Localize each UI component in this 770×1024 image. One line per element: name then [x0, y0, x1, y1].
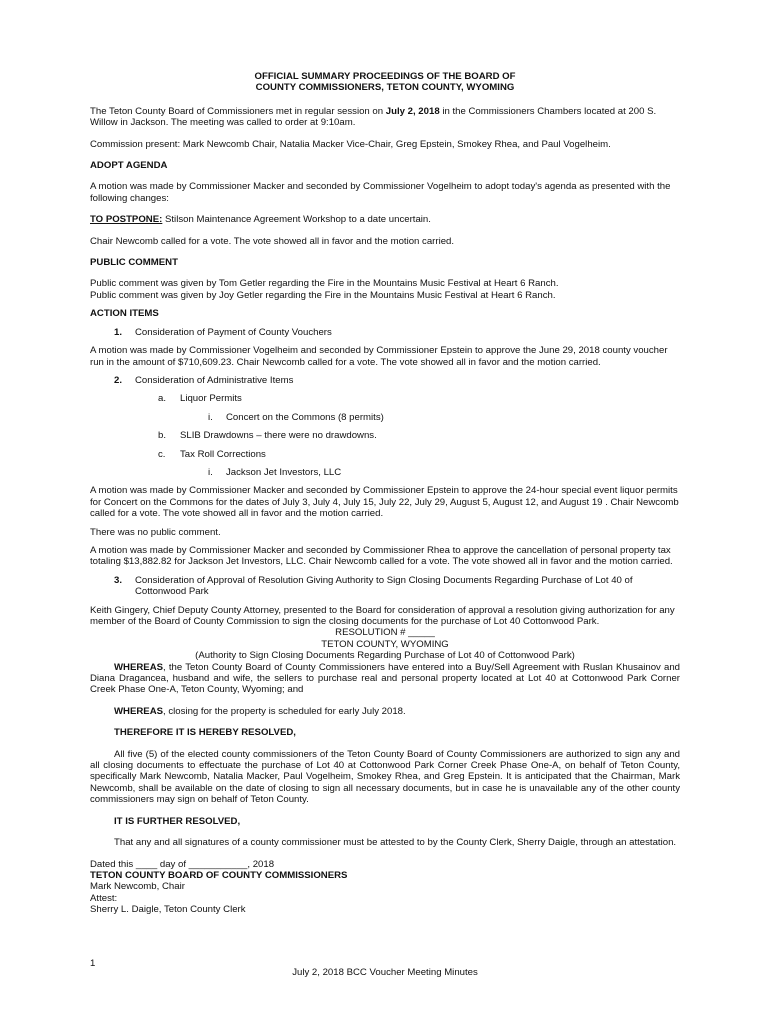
attestation-text: That any and all signatures of a county commissioner must be attested to by the County Clerk, Sherry Daigle, through an attestation.: [114, 837, 677, 849]
no-public-comment: There was no public comment.: [90, 526, 221, 538]
sub-item-c-i: [90, 467, 680, 478]
adopt-agenda-motion: A motion was made by Commissioner Macker and seconded by Commissioner Vogelheim to adopt today's agenda as presented with the following changes:: [90, 181, 671, 204]
attest-label: Attest:: [90, 892, 118, 904]
sub-a-i-number: i.: [208, 411, 213, 423]
commission-present: Commission present: Mark Newcomb Chair, Natalia Macker Vice-Chair, Greg Epstein, Smokey Rhea, and Paul Vogelheim.: [90, 138, 611, 150]
sub-c-i-number: i.: [208, 466, 213, 478]
whereas-2-label: WHEREAS: [114, 705, 164, 717]
liquor-motion: A motion was made by Commissioner Macker and seconded by Commissioner Epstein to approve the 24-hour special event liquor permits for Concert on the Commons for the dates of July 3, July 4, July 15, July 22, July 29, August 5, August 12, and August 19 . Chair Newcomb called for a vote. The vote showed all in favor and the motion carried.: [90, 485, 679, 520]
chair-signature: Mark Newcomb, Chair: [90, 881, 185, 893]
page-number: 1: [90, 958, 96, 969]
whereas-2-text: , closing for the property is scheduled for early July 2018.: [163, 705, 406, 717]
sub-b-number: b.: [158, 430, 167, 442]
public-comment-2: Public comment was given by Joy Getler regarding the Fire in the Mountains Music Festival at Heart 6 Ranch.: [90, 289, 556, 301]
dated-line: Dated this ____ day of ___________, 2018: [90, 858, 275, 870]
postpone-label: TO POSTPONE:: [90, 214, 163, 226]
action-item-2: [90, 375, 680, 386]
meeting-date: July 2, 2018: [385, 105, 440, 117]
further-resolved: IT IS FURTHER RESOLVED,: [114, 815, 241, 827]
adopt-agenda-heading: ADOPT AGENDA: [90, 160, 168, 172]
postpone-line: [90, 214, 680, 225]
intro-paragraph: [90, 106, 680, 129]
whereas-2: [90, 706, 680, 717]
board-name: TETON COUNTY BOARD OF COUNTY COMMISSIONERS: [90, 869, 348, 881]
title-line-1: OFFICIAL SUMMARY PROCEEDINGS OF THE BOARD OF: [254, 71, 516, 82]
therefore-resolved: THEREFORE IT IS HEREBY RESOLVED,: [114, 727, 296, 739]
sub-c-number: c.: [158, 448, 166, 460]
clerk-signature: Sherry L. Daigle, Teton County Clerk: [90, 904, 246, 916]
item-1-title: Consideration of Payment of County Vouchers: [135, 326, 332, 338]
sub-item-a: [90, 393, 680, 404]
sub-item-b: [90, 430, 680, 441]
sub-item-c: [90, 449, 680, 460]
intro-post: in the Commissioners Chambers located at 200 S. Willow in Jackson. The meeting was called to order at 9:10am.: [90, 105, 657, 129]
tax-motion: A motion was made by Commissioner Macker and seconded by Commissioner Rhea to approve the cancellation of personal property tax totaling $13,882.82 for Jackson Jet Investors, LLC. Chair Newcomb called for a vote. The vote showed all in favor and the motion carried.: [90, 544, 673, 568]
item-3-title: Consideration of Approval of Resolution Giving Authority to Sign Closing Documents Regarding Purchase of Lot 40 of Cottonwood Park: [135, 574, 633, 598]
sub-a-label: Liquor Permits: [180, 393, 242, 405]
sub-c-label: Tax Roll Corrections: [180, 448, 266, 460]
action-item-1: [90, 327, 680, 338]
adopt-agenda-vote: Chair Newcomb called for a vote. The vote showed all in favor and the motion carried.: [90, 235, 455, 247]
intro-pre: The Teton County Board of Commissioners met in regular session on: [90, 105, 386, 117]
action-items-heading: ACTION ITEMS: [90, 308, 159, 320]
footer-text: July 2, 2018 BCC Voucher Meeting Minutes: [292, 967, 478, 978]
whereas-1-label: WHEREAS: [114, 661, 164, 673]
whereas-1: [90, 662, 680, 696]
resolution-subtitle: (Authority to Sign Closing Documents Regarding Purchase of Lot 40 of Cottonwood Park): [195, 650, 575, 662]
document-body: [90, 71, 680, 916]
resolution-county: TETON COUNTY, WYOMING: [321, 638, 449, 650]
action-item-3: [90, 575, 680, 598]
item-2-title: Consideration of Administrative Items: [135, 374, 294, 386]
item-1-number: 1.: [114, 326, 123, 338]
item-2-number: 2.: [114, 374, 123, 386]
sub-item-a-i: [90, 412, 680, 423]
sub-a-i-label: Concert on the Commons (8 permits): [226, 411, 384, 423]
resolution-number: RESOLUTION # _____: [335, 627, 435, 639]
item-3-text: Keith Gingery, Chief Deputy County Attorney, presented to the Board for consideration of approval a resolution giving authorization for any member of the Board of County Commission to sign the closing documents for the purchase of Lot 40 Cottonwood Park.: [90, 604, 675, 627]
sub-c-i-label: Jackson Jet Investors, LLC: [226, 466, 342, 478]
sub-b-label: SLIB Drawdowns – there were no drawdowns.: [180, 430, 377, 442]
sub-a-number: a.: [158, 393, 167, 405]
public-comment-heading: PUBLIC COMMENT: [90, 257, 178, 269]
resolution-body: All five (5) of the elected county commissioners of the Teton County Board of County Commissioners are authorized to sign any and all closing documents to effectuate the purchase of Lot 40 at Cottonwood Park Corner Creek Phase One-A, on behalf of Teton County, specifically Mark Newcomb, Natalia Macker, Paul Vogelheim, Smokey Rhea, and Greg Epstein. It is anticipated that the Chairman, Mark Newcomb, shall be available on the date of closing to sign all necessary documents, but in case he is unavailable any of the other county commissioners may sign on behalf of Teton County.: [90, 748, 680, 806]
item-1-motion: A motion was made by Commissioner Vogelheim and seconded by Commissioner Epstein to approve the June 29, 2018 county voucher run in the amount of $710,609.23. Chair Newcomb called for a vote. The vote showed all in favor and the motion carried.: [90, 345, 668, 368]
public-comment-1: Public comment was given by Tom Getler regarding the Fire in the Mountains Music Festival at Heart 6 Ranch.: [90, 278, 559, 290]
title-line-2: COUNTY COMMISSIONERS, TETON COUNTY, WYOMING: [255, 82, 515, 94]
whereas-1-text: , the Teton County Board of County Commissioners have entered into a Buy/Sell Agreement with Ruslan Khusainov and Diana Dragancea, husband and wife, the sellers to purchase real and personal property located at Lot 40 at Cottonwood Park Corner Creek Phase One-A, Teton County, Wyoming; and: [90, 661, 680, 696]
postpone-text: Stilson Maintenance Agreement Workshop to a date uncertain.: [162, 214, 431, 226]
item-3-number: 3.: [114, 574, 123, 586]
